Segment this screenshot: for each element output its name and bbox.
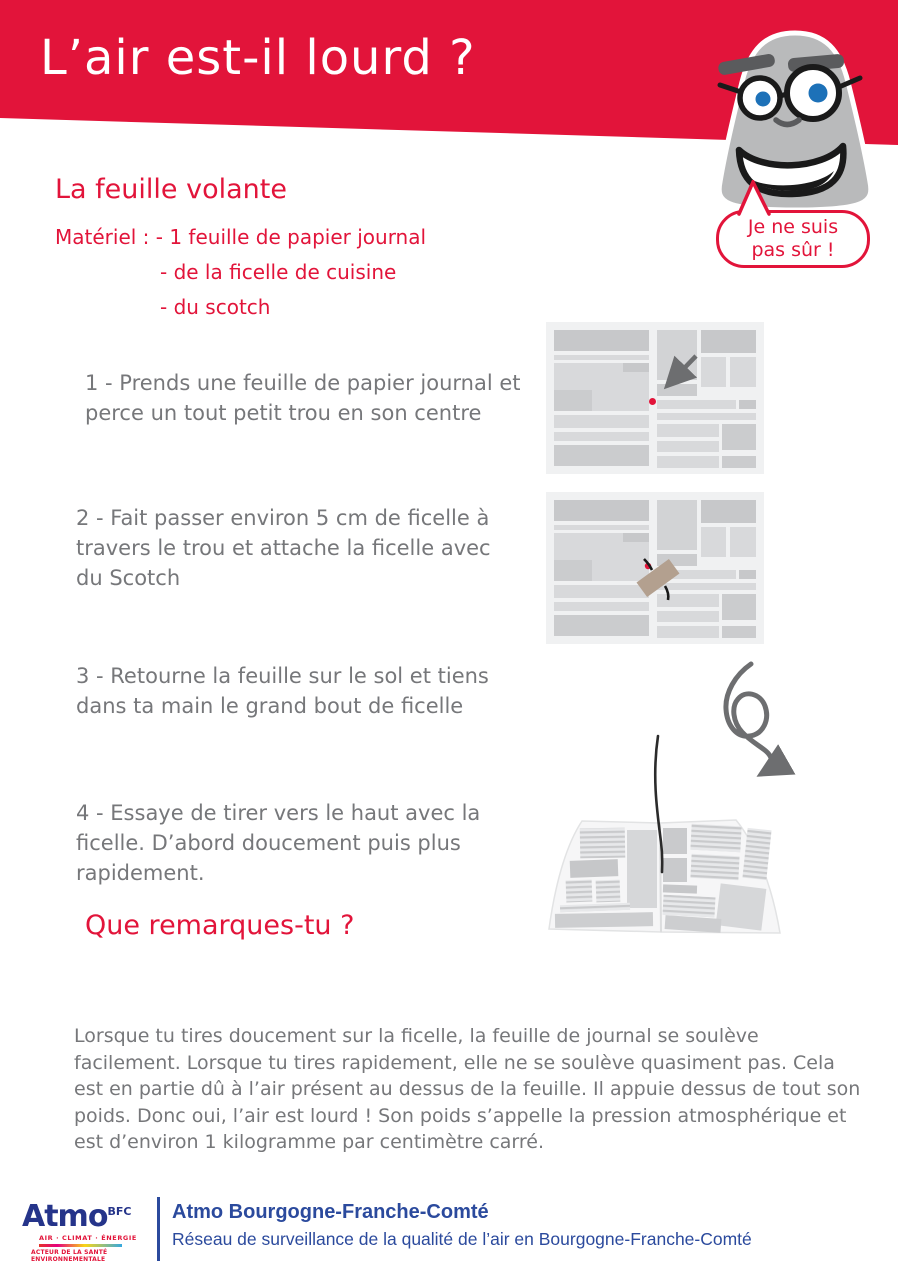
mascot-left-pupil: [756, 92, 771, 107]
hole-dot: [649, 398, 656, 405]
speech-bubble: [716, 210, 870, 268]
footer-org-description: Réseau de surveillance de la qualité de l’air en Bourgogne-Franche-Comté: [172, 1229, 752, 1249]
atmo-logo: [22, 1198, 152, 1263]
mascot-right-pupil: [809, 84, 828, 103]
speech-bubble-line1: Je ne suis: [747, 216, 839, 238]
speech-bubble-line2: pas sûr !: [751, 239, 835, 261]
page-title: L’air est-il lourd ?: [40, 30, 476, 86]
step-3-text: 3 - Retourne la feuille sur le sol et tiens dans ta main le grand bout de ficelle: [76, 664, 489, 718]
atmo-logo-tagline: AIR · CLIMAT · ÉNERGIE: [39, 1234, 137, 1242]
atmo-logo-region: BFC: [107, 1205, 132, 1218]
glasses-left-temple: [720, 85, 741, 92]
explanation-text: Lorsque tu tires doucement sur la ficelle, la feuille de journal se soulève facilement. Lorsque tu tires rapidement, elle ne se soulève quasiment pas. Cela est en partie dû à l’air présent au dessus de la feuille. Il appuie dessus de tout son poids. Donc oui, l’air est lourd ! Son poids s’appelle la pression atmosphérique et est d’environ 1 kilogramme par centimètre carré.: [74, 1025, 861, 1153]
step-2-text: 2 - Fait passer environ 5 cm de ficelle à travers le trou et attache la ficelle avec du Scotch: [76, 506, 491, 590]
newspaper-step2-image: [546, 492, 764, 644]
materials-item-3: - du scotch: [160, 295, 271, 319]
materials-row: [55, 220, 426, 255]
atmo-logo-subline: ACTEUR DE LA SANTÉ ENVIRONNEMENTALE: [31, 1248, 108, 1263]
question-text: Que remarques-tu ?: [85, 910, 355, 941]
materials-label: Matériel :: [55, 225, 150, 249]
footer-text-block: [172, 1200, 752, 1250]
atmo-logo-wordmark: Atmo$^{BFC}$: [22, 1199, 132, 1234]
step-1-text: 1 - Prends une feuille de papier journal et perce un tout petit trou en son centre: [85, 371, 521, 425]
speech-bubble-tail: [737, 180, 777, 216]
materials-item-2: - de la ficelle de cuisine: [160, 260, 397, 284]
flip-arrow-icon: [726, 664, 772, 773]
atmo-logo-gradient-bar: [39, 1244, 122, 1247]
footer-divider: [157, 1197, 160, 1261]
newspaper-step1-image: [546, 322, 764, 474]
open-newspaper-image: [549, 820, 780, 933]
materials-list: [55, 220, 426, 325]
activity-title: La feuille volante: [55, 174, 287, 205]
footer-org-name: Atmo Bourgogne-Franche-Comté: [172, 1201, 489, 1223]
step3-4-illustration: [530, 646, 810, 966]
step-4-text: 4 - Essaye de tirer vers le haut avec la ficelle. D’abord doucement puis plus rapidement.: [76, 801, 481, 885]
materials-item-1: - 1 feuille de papier journal: [155, 225, 427, 249]
mascot-character-icon: [700, 30, 892, 215]
